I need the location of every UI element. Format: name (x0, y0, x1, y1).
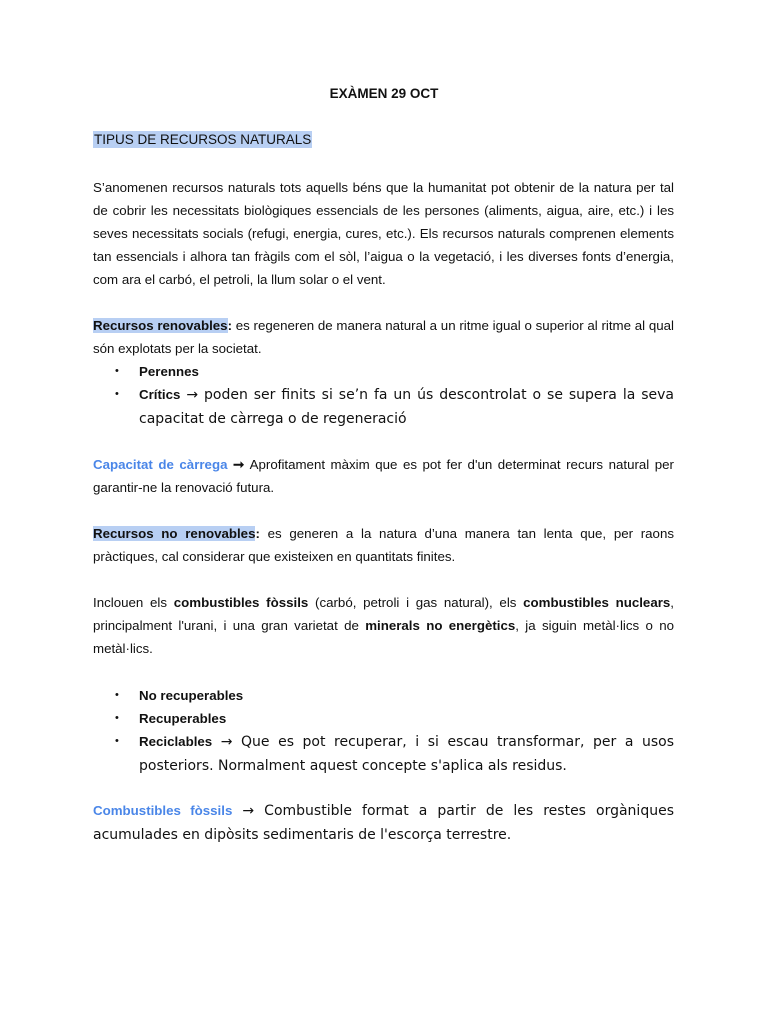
renewables-text: es regeneren de manera natural a un ritme igual o superior al ritme al qual són explotats per la societat. (93, 318, 674, 356)
list-item (93, 707, 674, 730)
nonrenewables-list (93, 684, 674, 778)
page-title: EXÀMEN 29 OCT (329, 86, 439, 101)
bullet-icon: • (115, 689, 119, 701)
nonrenewables-label: Recursos no renovables (93, 526, 256, 541)
intro-paragraph: S’anomenen recursos naturals tots aquells béns que la humanitat pot obtenir de la natura per tal de cobrir les necessitats biològiques essencials de les persones (aliments, aigua, aire, etc.) i les seves necessitats socials (refugi, energia, cures, etc.). Els recursos naturals comprenen elements tan essencials i alhora tan fràgils com el sòl, l’aigua o la vegetació, i les diverses fonts d’energia, com ara el carbó, el petroli, la llum solar o el vent. (93, 180, 674, 287)
fossil-paragraph (93, 799, 674, 847)
includes-bold-3: minerals no energètics (365, 618, 516, 633)
fossil-label: Combustibles fòssils (93, 803, 233, 818)
bullet-icon: • (115, 712, 119, 724)
renewables-list (93, 360, 674, 431)
includes-text-1: Inclouen els (93, 595, 174, 610)
list-item-label: Perennes (139, 364, 199, 379)
list-item-label: Reciclables (139, 734, 213, 749)
section-heading: TIPUS DE RECURSOS NATURALS (94, 132, 312, 147)
list-item-text: → Que es pot recuperar, i si escau transformar, per a usos posteriors. Normalment aquest concepte s'aplica als residus. (139, 734, 674, 774)
includes-text-3: , principalment l'urani, i una gran varietat de (93, 595, 674, 633)
capacity-paragraph (93, 453, 674, 499)
arrow-icon: ➞ (227, 457, 250, 472)
nonrenewables-text: es generen a la natura d’una manera tan lenta que, per raons pràctiques, cal considerar que existeixen en quantitats finites. (93, 526, 675, 564)
list-item (93, 360, 674, 383)
list-item-label: No recuperables (139, 688, 244, 703)
nonrenewables-colon: : (255, 526, 260, 541)
renewables-colon: : (227, 318, 232, 333)
renewables-paragraph (93, 314, 674, 360)
includes-text-4: , ja siguin metàl·lics o no metàl·lics. (93, 618, 674, 656)
list-item (93, 684, 674, 707)
bullet-icon: • (115, 388, 119, 400)
includes-text-2: (carbó, petroli i gas natural), els (308, 595, 524, 610)
nonrenewables-paragraph (93, 522, 674, 568)
bullet-icon: • (115, 365, 119, 377)
list-item (93, 730, 674, 778)
fossil-text: → Combustible format a partir de les restes orgàniques acumulades en dipòsits sedimentaris de l'escorça terrestre. (93, 803, 674, 843)
capacity-text: Aprofitament màxim que es pot fer d'un determinat recurs natural per garantir-ne la renovació futura. (93, 457, 674, 495)
list-item-label: Recuperables (139, 711, 227, 726)
includes-bold-1: combustibles fòssils (173, 595, 309, 610)
bullet-icon: • (115, 735, 119, 747)
includes-bold-2: combustibles nuclears (523, 595, 671, 610)
renewables-label: Recursos renovables (93, 318, 228, 333)
list-item-label: Crítics (139, 387, 181, 402)
capacity-label: Capacitat de càrrega (93, 457, 228, 472)
includes-paragraph (93, 591, 674, 660)
list-item (93, 383, 674, 431)
list-item-text: → poden ser finits si se’n fa un ús descontrolat o se supera la seva capacitat de càrrega o de regeneració (139, 387, 674, 427)
